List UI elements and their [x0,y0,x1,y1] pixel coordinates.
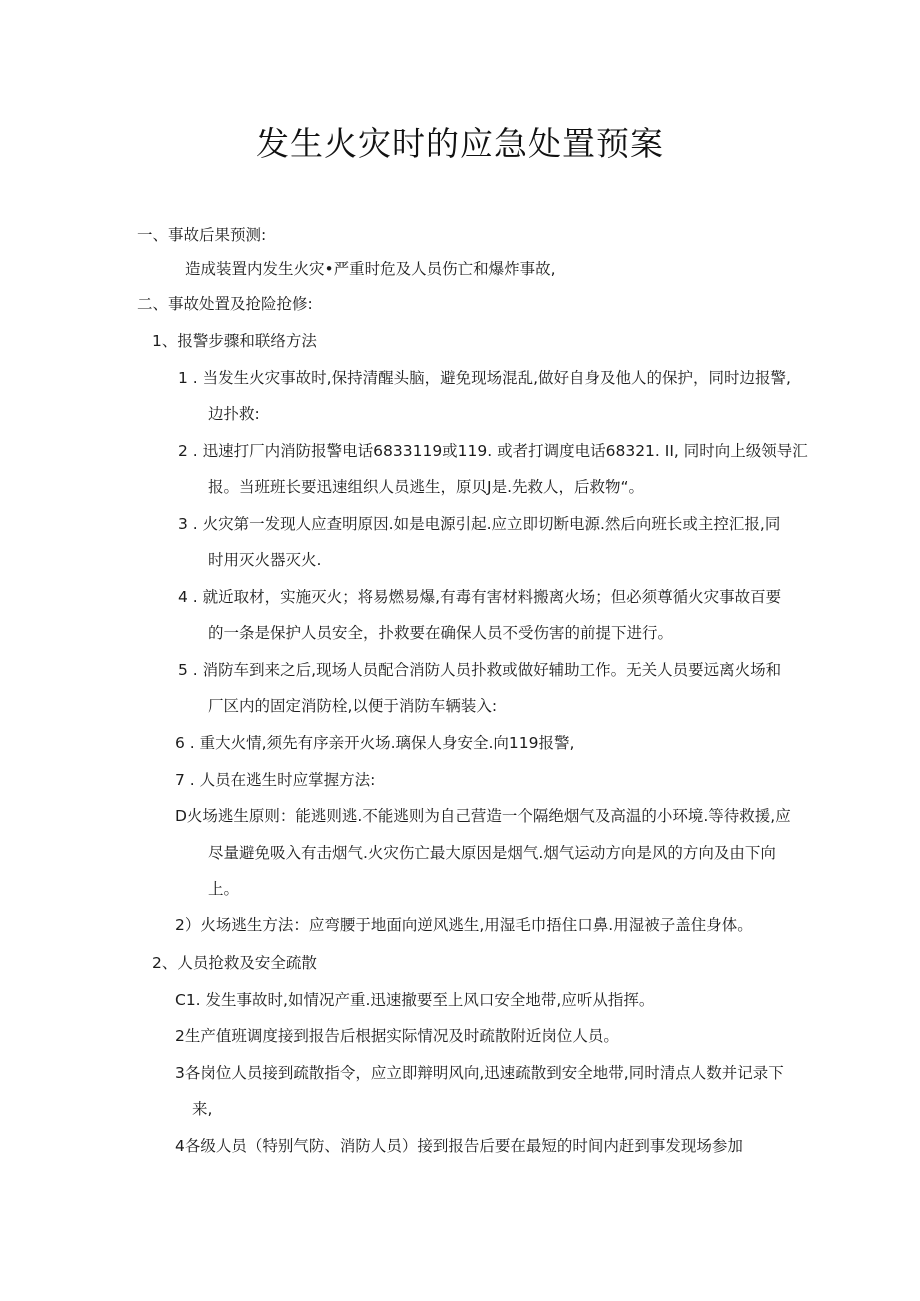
s2-item-3-line-2: 来, [192,1100,213,1118]
s2-item-4: 4各级人员（特别气防、消防人员）接到报告后要在最短的时间内赶到事发现场参加 [175,1137,743,1155]
s2-item-1: C1. 发生事故时,如情况产重.迅速撤要至上风口安全地带,应听从指挥。 [175,991,655,1009]
item-7a-line-3: 上。 [208,880,240,898]
subsection-1-heading: 1、报警步骤和联络方法 [152,332,317,350]
s2-item-2: 2生产值班调度接到报告后根据实际情况及时疏散附近岗位人员。 [175,1027,619,1045]
item-3-line-1: 3 . 火灾第一发现人应查明原因.如是电源引起.应立即切断电源.然后向班长或主控汇报,同 [178,515,781,533]
item-3-line-2: 时用灭火器灭火. [208,551,322,569]
s2-item-3-line-1: 3各岗位人员接到疏散指令，应立即辩明风向,迅速疏散到安全地带,同时清点人数并记录下 [175,1064,784,1082]
item-5-line-2: 厂区内的固定消防栓,以便于消防车辆装入: [208,697,498,715]
section-2-heading: 二、事故处置及抢险抢修: [137,295,313,313]
item-1-line-1: 1 . 当发生火灾事故时,保持清醒头脑，避免现场混乱,做好自身及他人的保护，同时边报警, [178,369,791,387]
section-1-heading: 一、事故后果预测: [137,226,267,244]
item-4-line-2: 的一条是保护人员安全，扑救要在确保人员不受伤害的前提下进行。 [208,624,674,642]
subsection-2-heading: 2、人员抢救及安全疏散 [152,954,317,972]
item-6: 6 . 重大火情,须先有序亲开火场.璃保人身安全.向119报警, [175,734,575,752]
item-4-line-1: 4 . 就近取材，实施灭火；将易燃易爆,有毒有害材料搬离火场；但必须尊循火灾事故百要 [178,588,782,606]
item-7: 7 . 人员在逃生时应掌握方法: [175,771,376,789]
section-1-body: 造成装置内发生火灾•严重时危及人员伤亡和爆炸事故, [185,260,556,278]
item-7a-line-1: D火场逃生原则：能逃则逃.不能逃则为自己营造一个隔绝烟气及高温的小环境.等待救援,应 [175,807,791,825]
item-1-line-2: 边扑救: [208,405,260,423]
item-2-line-2: 报。当班班长要迅速组织人员逃生，原贝J是.先救人，后救物“。 [208,478,645,496]
item-2-line-1: 2 . 迅速打厂内消防报警电话6833119或119. 或者打调度电话68321. II, 同时向上级领导汇 [178,442,808,460]
item-7a-line-2: 尽量避免吸入有击烟气.火灾伤亡最大原因是烟气.烟气运动方向是风的方向及由下向 [208,844,776,862]
document-title: 发生火灾时的应急处置预案 [256,124,664,163]
item-5-line-1: 5 . 消防车到来之后,现场人员配合消防人员扑救或做好辅助工作。无关人员要远离火场和 [178,661,782,679]
item-7b: 2）火场逃生方法：应弯腰于地面向逆风逃生,用湿毛巾捂住口鼻.用湿被子盖住身体。 [175,916,753,934]
